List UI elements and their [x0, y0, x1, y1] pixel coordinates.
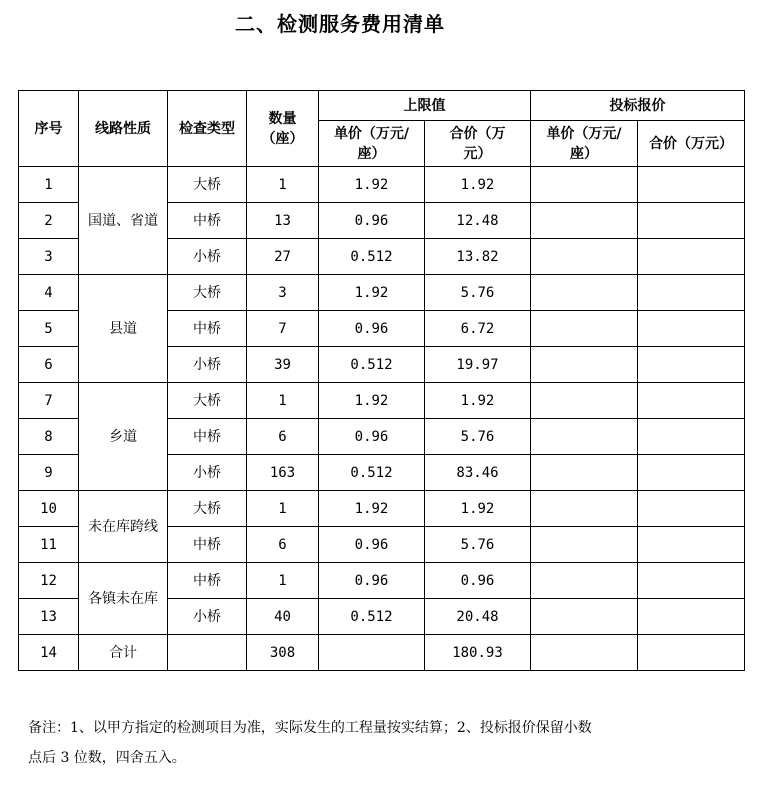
cell-bid-total — [638, 347, 745, 383]
cell-bid-unit — [531, 311, 638, 347]
cell-upper-total: 12.48 — [425, 203, 531, 239]
total-row — [19, 635, 745, 671]
cell-count: 1 — [247, 167, 319, 203]
cell-upper-total: 6.72 — [425, 311, 531, 347]
cell-bid-unit — [531, 527, 638, 563]
note-line-1: 备注：1、以甲方指定的检测项目为准，实际发生的工程量按实结算；2、投标报价保留小数 — [28, 720, 592, 736]
cell-route: 各镇未在库 — [79, 563, 168, 635]
cell-bid-unit — [531, 275, 638, 311]
cell-type: 大桥 — [168, 491, 247, 527]
cell-seq: 6 — [19, 347, 79, 383]
cell-route: 乡道 — [79, 383, 168, 491]
cell-bid-total — [638, 203, 745, 239]
cell-route: 县道 — [79, 275, 168, 383]
cell-count: 40 — [247, 599, 319, 635]
header-upper: 上限值 — [319, 91, 531, 121]
cell-upper-total: 5.76 — [425, 527, 531, 563]
total-upper-total: 180.93 — [425, 635, 531, 671]
cell-upper-total: 1.92 — [425, 383, 531, 419]
cell-bid-unit — [531, 203, 638, 239]
table-row — [19, 167, 745, 203]
cell-upper-total: 1.92 — [425, 491, 531, 527]
note-line-2: 点后 3 位数，四舍五入。 — [28, 750, 186, 766]
total-label: 合计 — [79, 635, 168, 671]
cell-upper-unit: 0.512 — [319, 347, 425, 383]
cell-upper-total: 19.97 — [425, 347, 531, 383]
total-seq: 14 — [19, 635, 79, 671]
header-upper-total-price: 合价（万元） — [425, 121, 531, 167]
header-bid-total-price: 合价（万元） — [638, 121, 745, 167]
cell-upper-unit: 0.96 — [319, 527, 425, 563]
total-type — [168, 635, 247, 671]
cell-bid-total — [638, 275, 745, 311]
total-bid-total — [638, 635, 745, 671]
cell-route: 国道、省道 — [79, 167, 168, 275]
cell-type: 中桥 — [168, 563, 247, 599]
cell-bid-unit — [531, 491, 638, 527]
cell-type: 大桥 — [168, 383, 247, 419]
cell-bid-total — [638, 383, 745, 419]
cell-upper-unit: 0.96 — [319, 311, 425, 347]
header-seq: 序号 — [19, 91, 79, 167]
cell-count: 1 — [247, 563, 319, 599]
header-bid: 投标报价 — [531, 91, 745, 121]
fee-table — [18, 90, 745, 671]
cell-count: 163 — [247, 455, 319, 491]
cell-bid-unit — [531, 455, 638, 491]
cell-type: 小桥 — [168, 347, 247, 383]
cell-route: 未在库跨线 — [79, 491, 168, 563]
cell-seq: 12 — [19, 563, 79, 599]
cell-count: 3 — [247, 275, 319, 311]
cell-upper-unit: 1.92 — [319, 275, 425, 311]
cell-count: 13 — [247, 203, 319, 239]
cell-upper-unit: 0.96 — [319, 563, 425, 599]
cell-upper-unit: 1.92 — [319, 383, 425, 419]
cell-count: 1 — [247, 383, 319, 419]
table-row — [19, 563, 745, 599]
cell-seq: 1 — [19, 167, 79, 203]
cell-bid-unit — [531, 239, 638, 275]
cell-type: 中桥 — [168, 311, 247, 347]
cell-bid-unit — [531, 599, 638, 635]
header-count: 数量（座） — [247, 91, 319, 167]
total-bid-unit — [531, 635, 638, 671]
cell-upper-unit: 1.92 — [319, 491, 425, 527]
cell-upper-unit: 0.512 — [319, 599, 425, 635]
cell-type: 小桥 — [168, 599, 247, 635]
cell-type: 大桥 — [168, 275, 247, 311]
cell-upper-total: 83.46 — [425, 455, 531, 491]
cell-seq: 5 — [19, 311, 79, 347]
cell-upper-total: 20.48 — [425, 599, 531, 635]
total-count: 308 — [247, 635, 319, 671]
header-bid-unit-price: 单价（万元/座） — [531, 121, 638, 167]
cell-bid-unit — [531, 167, 638, 203]
cell-bid-unit — [531, 563, 638, 599]
cell-type: 大桥 — [168, 167, 247, 203]
cell-upper-total: 5.76 — [425, 275, 531, 311]
cell-upper-total: 1.92 — [425, 167, 531, 203]
cell-upper-unit: 0.96 — [319, 419, 425, 455]
cell-bid-total — [638, 563, 745, 599]
header-upper-unit-price: 单价（万元/座） — [319, 121, 425, 167]
cell-upper-unit: 0.512 — [319, 455, 425, 491]
cell-bid-total — [638, 419, 745, 455]
cell-upper-unit: 0.512 — [319, 239, 425, 275]
cell-upper-total: 13.82 — [425, 239, 531, 275]
cell-seq: 10 — [19, 491, 79, 527]
cell-seq: 8 — [19, 419, 79, 455]
cell-bid-total — [638, 239, 745, 275]
cell-upper-total: 5.76 — [425, 419, 531, 455]
cell-bid-total — [638, 167, 745, 203]
cell-bid-total — [638, 311, 745, 347]
cell-seq: 9 — [19, 455, 79, 491]
cell-seq: 3 — [19, 239, 79, 275]
header-route: 线路性质 — [79, 91, 168, 167]
cell-count: 1 — [247, 491, 319, 527]
cell-bid-total — [638, 599, 745, 635]
cell-bid-unit — [531, 347, 638, 383]
cell-bid-total — [638, 455, 745, 491]
cell-seq: 2 — [19, 203, 79, 239]
cell-count: 7 — [247, 311, 319, 347]
cell-upper-total: 0.96 — [425, 563, 531, 599]
cell-bid-unit — [531, 419, 638, 455]
cell-count: 27 — [247, 239, 319, 275]
cell-seq: 11 — [19, 527, 79, 563]
cell-type: 小桥 — [168, 455, 247, 491]
table-row — [19, 491, 745, 527]
cell-upper-unit: 1.92 — [319, 167, 425, 203]
cell-count: 6 — [247, 419, 319, 455]
header-type: 检查类型 — [168, 91, 247, 167]
cell-seq: 4 — [19, 275, 79, 311]
page-title: 二、检测服务费用清单 — [235, 12, 445, 36]
total-upper-unit — [319, 635, 425, 671]
cell-bid-unit — [531, 383, 638, 419]
cell-seq: 13 — [19, 599, 79, 635]
cell-count: 39 — [247, 347, 319, 383]
cell-bid-total — [638, 527, 745, 563]
cell-upper-unit: 0.96 — [319, 203, 425, 239]
note — [28, 713, 728, 773]
cell-type: 小桥 — [168, 239, 247, 275]
cell-count: 6 — [247, 527, 319, 563]
table-row — [19, 275, 745, 311]
table-row — [19, 383, 745, 419]
cell-type: 中桥 — [168, 203, 247, 239]
cell-type: 中桥 — [168, 419, 247, 455]
cell-seq: 7 — [19, 383, 79, 419]
cell-type: 中桥 — [168, 527, 247, 563]
cell-bid-total — [638, 491, 745, 527]
